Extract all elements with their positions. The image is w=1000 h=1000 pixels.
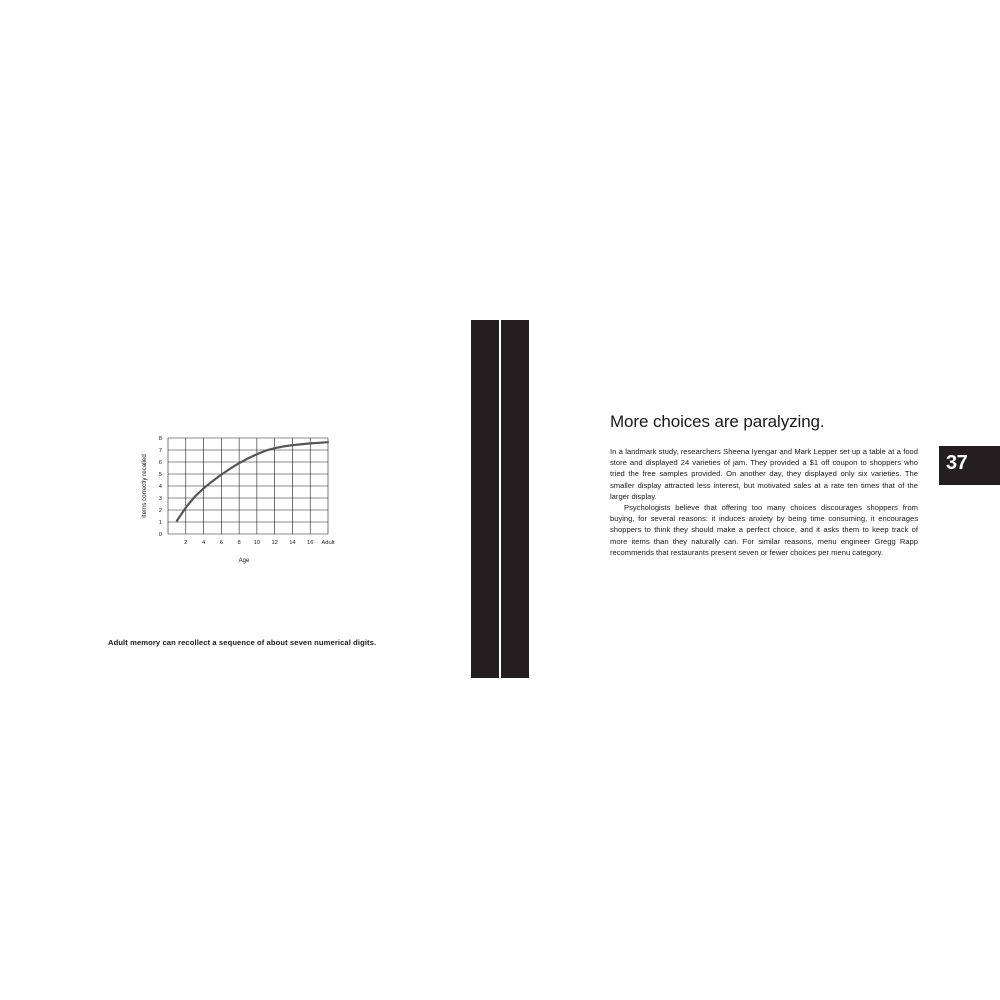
recall-curve [177,442,328,521]
x-tick-label: 14 [289,540,296,546]
memory-chart [120,430,350,570]
y-tick-label: 6 [158,460,162,466]
paragraph-1: In a landmark study, researchers Sheena Iyengar and Mark Lepper set up a table at a food store and displayed 24 varieties of jam. They provided a $1 off coupon to shoppers who tried the free samples provided. On another day, they displayed only six varieties. The smaller display attracted less interest, but motivated sales at a rate ten times that of the larger display. [610,447,918,501]
y-tick-label: 7 [158,448,162,454]
book-spine-right [501,320,529,678]
figure-caption: Adult memory can recollect a sequence of about seven numerical digits. [108,638,377,647]
chart-grid [168,438,328,534]
body-text [610,446,918,558]
x-tick-label: 2 [184,540,188,546]
x-tick-label: Adult [321,540,335,546]
x-tick-label: 10 [253,540,261,546]
y-tick-label: 2 [158,508,162,514]
y-tick-label: 4 [158,484,162,490]
page-heading: More choices are paralyzing. [610,412,825,431]
x-axis-label: Age [238,557,250,564]
page-number: 37 [946,452,968,474]
y-axis-label: Items correctly recalled [141,454,148,518]
x-tick-label: 6 [219,540,223,546]
y-tick-label: 5 [158,472,162,478]
y-tick-label: 8 [158,436,162,442]
x-tick-label: 16 [306,540,314,546]
y-tick-label: 1 [158,520,162,526]
y-tick-label: 3 [158,496,162,502]
y-tick-label: 0 [158,532,162,538]
book-spine-left [471,320,499,678]
x-tick-label: 12 [271,540,278,546]
x-tick-labels [184,540,335,546]
page-number-tab [939,446,1000,485]
x-tick-label: 4 [201,540,206,546]
y-tick-labels [159,436,163,538]
paragraph-2: Psychologists believe that offering too many choices discourages shoppers from buying, for several reasons: it induces anxiety by being time consuming, it encourages shoppers to think they should make a perfect choice, and it asks them to keep track of more items than they naturally can. For similar reasons, menu engineer Gregg Rapp recommends that restaurants present seven or fewer choices per menu category. [610,503,918,557]
x-tick-label: 8 [237,540,241,546]
